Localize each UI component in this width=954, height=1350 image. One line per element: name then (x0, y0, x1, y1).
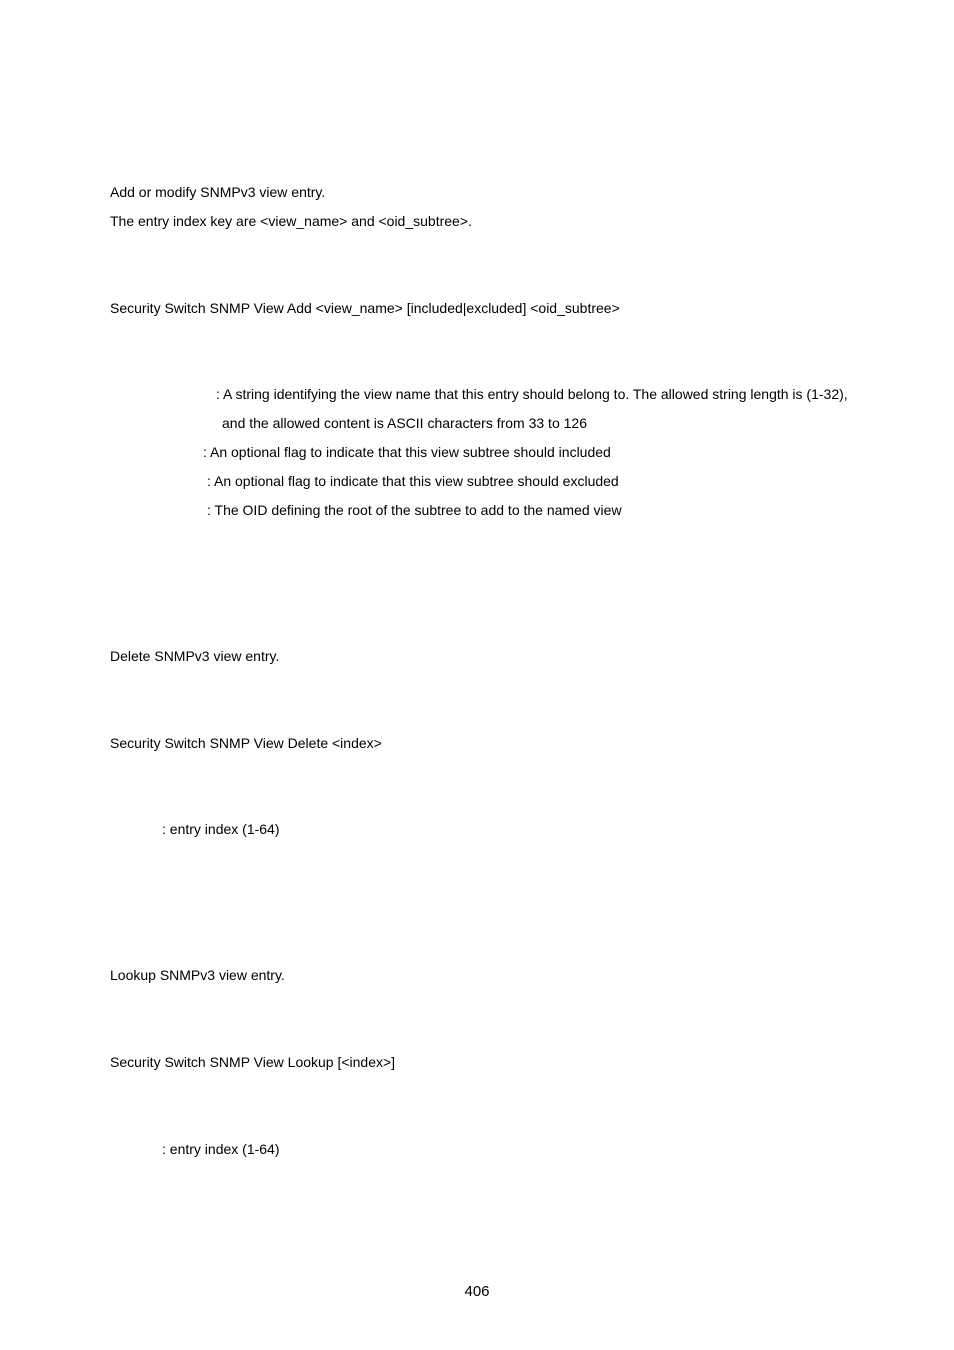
view-add-index-key-note: The entry index key are <view_name> and <oid_subtree>. (110, 213, 472, 229)
param-delete-index: : entry index (1-64) (162, 821, 280, 837)
param-view-name-continued: and the allowed content is ASCII characters from 33 to 126 (222, 415, 587, 431)
view-lookup-description: Lookup SNMPv3 view entry. (110, 967, 285, 983)
param-excluded: : An optional flag to indicate that this view subtree should excluded (207, 473, 619, 489)
view-delete-syntax: Security Switch SNMP View Delete <index> (110, 735, 382, 751)
view-lookup-syntax: Security Switch SNMP View Lookup [<index>] (110, 1054, 396, 1070)
view-add-syntax: Security Switch SNMP View Add <view_name> [included|excluded] <oid_subtree> (110, 300, 620, 316)
view-delete-description: Delete SNMPv3 view entry. (110, 648, 280, 664)
param-lookup-index: : entry index (1-64) (162, 1141, 280, 1157)
param-view-name: : A string identifying the view name that this entry should belong to. The allowed string length is (1-32), (216, 386, 848, 402)
page-number: 406 (464, 1283, 490, 1300)
param-included: : An optional flag to indicate that this view subtree should included (203, 444, 611, 460)
param-oid-subtree: : The OID defining the root of the subtree to add to the named view (207, 502, 622, 518)
view-add-description: Add or modify SNMPv3 view entry. (110, 184, 326, 200)
